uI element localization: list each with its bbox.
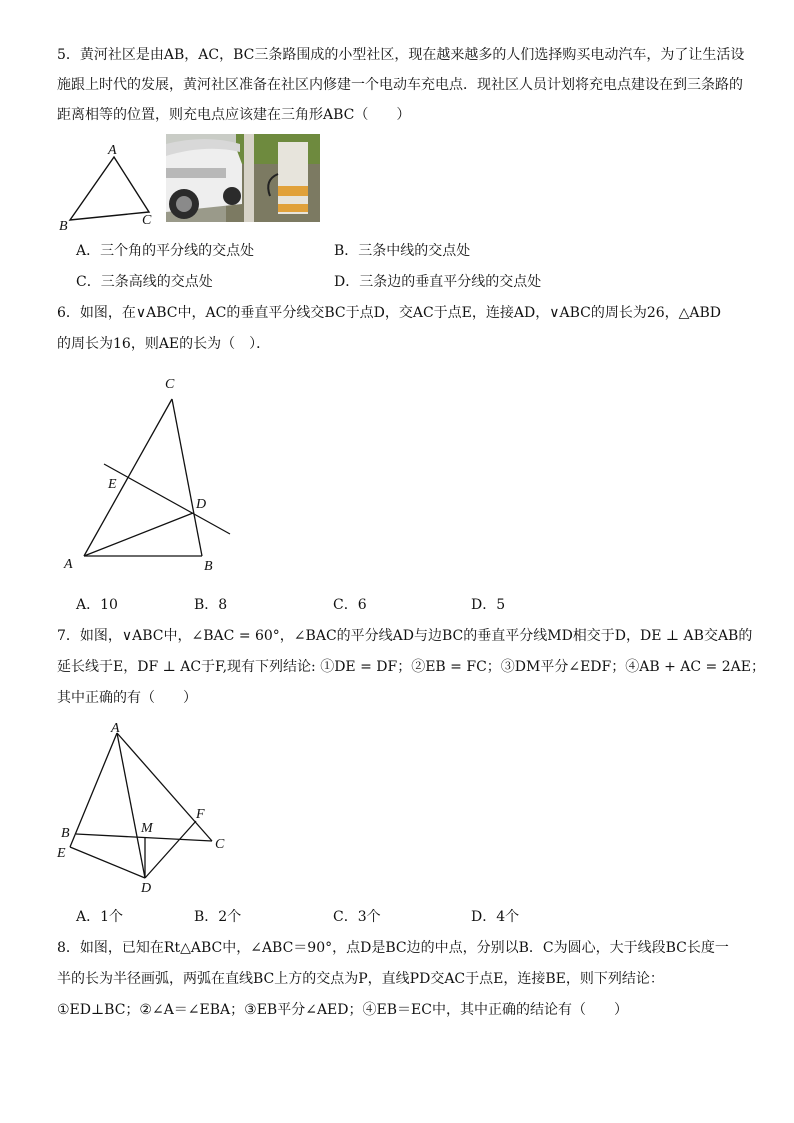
q5-option-c[interactable]: C．三条高线的交点处 <box>76 274 213 290</box>
q8-line-1: 8．如图，已知在Rt△ABC中，∠ABC＝90°，点D是BC边的中点，分别以B．C为圆心，大于线段BC长度一 <box>57 940 729 956</box>
q6-label-a: A <box>64 557 73 572</box>
q6-segment-ad <box>84 513 193 556</box>
q7-label-e: E <box>57 846 66 861</box>
q7-option-c[interactable]: C．3个 <box>333 909 381 925</box>
q5-line-3: 距离相等的位置，则充电点应该建在三角形ABC（ ） <box>57 107 411 123</box>
q7-option-d[interactable]: D．4个 <box>471 909 520 925</box>
q6-segment-cb <box>172 399 202 556</box>
charging-station-photo <box>166 134 320 222</box>
q6-label-c: C <box>165 377 175 392</box>
q7-line-3: 其中正确的有（ ） <box>57 690 197 706</box>
q6-option-c[interactable]: C．6 <box>333 597 367 613</box>
q7-segment-de <box>70 847 145 878</box>
q5-option-b[interactable]: B．三条中线的交点处 <box>334 243 471 259</box>
q6-option-b[interactable]: B．8 <box>194 597 228 613</box>
q7-label-a: A <box>111 721 120 736</box>
q7-line-2: 延长线于E，DF ⊥ AC于F,现有下列结论: ①DE = DF；②EB = FC；③DM平分∠EDF；④AB + AC = 2AE； <box>57 659 765 675</box>
q6-option-d[interactable]: D．5 <box>471 597 506 613</box>
q7-option-a[interactable]: A．1个 <box>76 909 124 925</box>
q6-label-e: E <box>108 477 117 492</box>
q5-label-a: A <box>108 143 117 158</box>
q7-label-c: C <box>215 837 225 852</box>
q6-line-1: 6．如图，在∨ABC中，AC的垂直平分线交BC于点D，交AC于点E，连接AD，∨ABC的周长为26，△ABD <box>57 305 722 321</box>
q6-figure <box>55 370 245 580</box>
q7-label-d: D <box>141 881 152 896</box>
q7-figure <box>55 715 245 897</box>
q8-line-3: ①ED⊥BC；②∠A＝∠EBA；③EB平分∠AED；④EB＝EC中，其中正确的结论有（ ） <box>57 1002 628 1018</box>
q5-triangle-figure <box>55 142 160 234</box>
q5-line-2: 施跟上时代的发展，黄河社区准备在社区内修建一个电动车充电点．现社区人员计划将充电点建设在到三条路的 <box>57 77 743 93</box>
q8-line-2: 半的长为半径画弧，两弧在直线BC上方的交点为P，直线PD交AC于点E，连接BE，则下列结论： <box>57 971 664 987</box>
q5-line-1: 5．黄河社区是由AB，AC，BC三条路围成的小型社区，现在越来越多的人们选择购买电动汽车，为了让生活设 <box>57 47 745 63</box>
q7-label-m: M <box>141 821 153 836</box>
q5-label-c: C <box>142 213 152 228</box>
q6-label-d: D <box>196 497 207 512</box>
q5-option-a[interactable]: A．三个角的平分线的交点处 <box>76 243 255 259</box>
q7-label-b: B <box>61 826 70 841</box>
q7-segment-ac <box>117 733 212 841</box>
q6-label-b: B <box>204 559 213 574</box>
q6-line-2: 的周长为16，则AE的长为（ ）． <box>57 336 271 352</box>
q7-line-1: 7．如图，∨ABC中，∠BAC = 60°，∠BAC的平分线AD与边BC的垂直平分线MD相交于D，DE ⊥ AB交AB的 <box>57 628 753 644</box>
q5-triangle <box>70 157 149 220</box>
q5-label-b: B <box>59 219 68 234</box>
q7-label-f: F <box>196 807 205 822</box>
q6-option-a[interactable]: A．10 <box>76 597 118 613</box>
q5-option-d[interactable]: D．三条边的垂直平分线的交点处 <box>334 274 542 290</box>
q7-segment-ad <box>117 733 145 878</box>
q7-segment-ab-extended <box>70 733 117 847</box>
q7-option-b[interactable]: B．2个 <box>194 909 242 925</box>
